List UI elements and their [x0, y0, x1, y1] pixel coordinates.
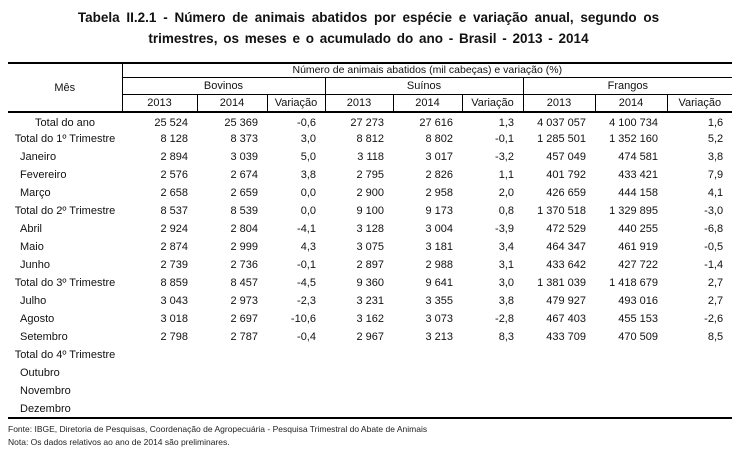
cell-value: 2 900 [356, 187, 384, 199]
column-header-bovinos-2013: 2013 [122, 94, 197, 112]
preliminary-note: Nota: Os dados relativos ao ano de 2014 são preliminares. [8, 436, 230, 447]
table-row [8, 202, 732, 220]
cell-value: 1,1 [498, 169, 514, 181]
cell-value: 25 524 [154, 116, 188, 129]
column-header-suinos-2013: 2013 [325, 94, 393, 112]
cell-value: 8 128 [160, 133, 188, 145]
cell-value: -4,1 [297, 223, 316, 235]
cell-value: -0,1 [495, 133, 514, 145]
cell-value: 2 988 [425, 259, 453, 271]
cell-value: 2,0 [498, 187, 514, 199]
cell-value [122, 346, 197, 364]
table-row [8, 238, 732, 256]
cell-value: 2 576 [160, 169, 188, 181]
cell-value [523, 382, 595, 400]
column-group-suinos: Suínos [325, 77, 523, 94]
cell-value: 8 539 [230, 205, 258, 217]
table-row [8, 328, 732, 346]
cell-value [595, 382, 667, 400]
cell-value: 3 017 [425, 151, 453, 163]
cell-value: 2 999 [230, 241, 258, 253]
row-label: Abril [20, 223, 43, 235]
row-label: Total do 2º Trimestre [14, 205, 116, 217]
table-row [8, 400, 732, 418]
column-header-bovinos-variacao: Variação [267, 94, 325, 112]
table-row [8, 382, 732, 400]
cell-value: -0,6 [297, 116, 316, 129]
table-row [8, 274, 732, 292]
row-label: Março [20, 187, 51, 199]
cell-value: 3,1 [498, 259, 514, 271]
cell-value: 2,7 [707, 277, 724, 289]
cell-value: 27 616 [419, 116, 453, 129]
cell-value: -4,5 [297, 277, 316, 289]
cell-value [595, 400, 667, 418]
cell-value: 2 826 [425, 169, 453, 181]
cell-value: -1,4 [704, 259, 724, 271]
cell-value [667, 364, 732, 382]
cell-value: 8 802 [425, 133, 453, 145]
table-row [8, 130, 732, 148]
cell-value: 426 659 [546, 187, 586, 199]
cell-value [122, 364, 197, 382]
cell-value [197, 364, 267, 382]
cell-value: 461 919 [618, 241, 658, 253]
cell-value: 2 659 [230, 187, 258, 199]
cell-value: 433 421 [618, 169, 658, 181]
cell-value: 8 537 [160, 205, 188, 217]
column-header-frangos-2013: 2013 [523, 94, 595, 112]
column-group-bovinos: Bovinos [122, 77, 325, 94]
cell-value: 9 360 [356, 277, 384, 289]
cell-value: 433 642 [546, 259, 586, 271]
column-header-frangos-variacao: Variação [678, 96, 722, 109]
cell-value: 1 370 518 [537, 205, 586, 217]
table-row [8, 220, 732, 238]
cell-value: 8,5 [707, 331, 724, 343]
table-header [8, 63, 732, 112]
cell-value: 2 795 [356, 169, 384, 181]
cell-value [462, 346, 523, 364]
cell-value: 4,1 [707, 187, 724, 199]
header-row-spanner [8, 63, 732, 77]
table-footer [8, 423, 737, 448]
cell-value: 1 285 501 [537, 133, 586, 145]
cell-value: 25 369 [224, 116, 258, 129]
table-title-line1: Tabela II.2.1 - Número de animais abatidos por espécie e variação anual, segundo os [77, 10, 660, 25]
cell-value: 2 798 [160, 331, 188, 343]
cell-value [462, 400, 523, 418]
cell-value [325, 346, 393, 364]
cell-value: 3 128 [356, 223, 384, 235]
cell-value [667, 382, 732, 400]
cell-value [393, 400, 462, 418]
table-row [8, 364, 732, 382]
cell-value [523, 400, 595, 418]
row-label: Fevereiro [20, 169, 67, 181]
table-row [8, 148, 732, 166]
cell-value: -2,3 [297, 295, 316, 307]
cell-value: 3,0 [498, 277, 514, 289]
row-label: Maio [20, 241, 44, 253]
cell-value: 455 153 [618, 313, 658, 325]
column-header-suinos-2014: 2014 [393, 94, 462, 112]
cell-value: -10,6 [290, 313, 316, 325]
cell-value [325, 400, 393, 418]
cell-value [523, 364, 595, 382]
cell-value: 3 231 [356, 295, 384, 307]
cell-value: -3,0 [704, 205, 724, 217]
cell-value: -3,9 [495, 223, 514, 235]
cell-value: 3 118 [357, 151, 384, 163]
cell-value: 27 273 [350, 116, 384, 129]
cell-value: 0,8 [498, 205, 514, 217]
cell-value [197, 382, 267, 400]
cell-value [197, 346, 267, 364]
cell-value: -2,8 [495, 313, 514, 325]
cell-value [667, 346, 732, 364]
table-row [8, 310, 732, 328]
cell-value: 440 255 [618, 223, 658, 235]
cell-value: 467 403 [546, 313, 586, 325]
cell-value: 3 162 [356, 313, 384, 325]
cell-value: 1 352 160 [609, 133, 658, 145]
cell-value [667, 400, 732, 418]
cell-value: 8 373 [230, 133, 258, 145]
cell-value: 3 043 [160, 295, 188, 307]
cell-value: 1 329 895 [609, 205, 658, 217]
source-note: Fonte: IBGE, Diretoria de Pesquisas, Coordenação de Agropecuária - Pesquisa Trimestral do Abate de Animais [8, 424, 428, 434]
table-row [8, 184, 732, 202]
cell-value: 2 897 [356, 259, 384, 271]
column-header-spanner: Número de animais abatidos (mil cabeças) e variação (%) [122, 63, 732, 77]
cell-value: 1,3 [498, 116, 514, 129]
cell-value: 9 100 [356, 205, 384, 217]
cell-value [393, 382, 462, 400]
cell-value: 0,0 [300, 205, 316, 217]
cell-value: 5,2 [707, 133, 724, 145]
column-group-frangos: Frangos [523, 77, 732, 94]
cell-value: 427 722 [618, 259, 658, 271]
cell-value: 8 457 [230, 277, 258, 289]
row-label: Setembro [20, 331, 68, 343]
cell-value: 2 967 [356, 331, 384, 343]
cell-value: 7,9 [707, 169, 724, 181]
cell-value: 9 641 [425, 277, 453, 289]
cell-value: 9 173 [425, 205, 453, 217]
cell-value: 457 049 [546, 151, 586, 163]
table-row [8, 292, 732, 310]
row-label: Total do 3º Trimestre [14, 277, 116, 289]
cell-value: 2 674 [230, 169, 258, 181]
cell-value: 3 075 [356, 241, 384, 253]
table-title [8, 7, 729, 49]
cell-value: 8 859 [160, 277, 188, 289]
page [0, 7, 737, 455]
cell-value: 2 658 [160, 187, 188, 199]
cell-value: 3,8 [300, 169, 316, 181]
cell-value: 0,0 [300, 187, 316, 199]
row-label: Total do 4º Trimestre [14, 349, 116, 361]
cell-value: 2 973 [230, 295, 258, 307]
column-header-mes: Mês [8, 63, 122, 112]
cell-value [595, 364, 667, 382]
table-row [8, 166, 732, 184]
cell-value [393, 346, 462, 364]
cell-value: 3,0 [300, 133, 316, 145]
cell-value: -0,1 [297, 259, 316, 271]
table-row [8, 112, 732, 130]
cell-value [267, 346, 325, 364]
cell-value: 2 804 [230, 223, 258, 235]
cell-value: -3,2 [495, 151, 514, 163]
cell-value: 444 158 [618, 187, 658, 199]
cell-value: 2 894 [160, 151, 188, 163]
cell-value: 474 581 [618, 151, 658, 163]
cell-value: -2,6 [704, 313, 724, 325]
cell-value: 3 213 [425, 331, 453, 343]
cell-value: -0,4 [297, 331, 316, 343]
cell-value: -6,8 [704, 223, 724, 235]
cell-value [197, 400, 267, 418]
cell-value: 2 924 [160, 223, 188, 235]
row-label: Total do 1º Trimestre [14, 133, 116, 145]
cell-value: 3,4 [498, 241, 514, 253]
row-label: Julho [20, 295, 47, 307]
table-row [8, 256, 732, 274]
cell-value: 3,8 [707, 151, 724, 163]
cell-value: 2 958 [425, 187, 453, 199]
cell-value: 8 812 [356, 133, 384, 145]
cell-value [325, 364, 393, 382]
cell-value: 3 039 [230, 151, 258, 163]
cell-value [325, 382, 393, 400]
cell-value: 4 037 057 [537, 116, 586, 129]
cell-value [122, 382, 197, 400]
row-label: Novembro [20, 385, 71, 397]
cell-value: 3 355 [425, 295, 453, 307]
cell-value [393, 364, 462, 382]
cell-value: 8,3 [498, 331, 514, 343]
cell-value [267, 364, 325, 382]
cell-value: 2 736 [230, 259, 258, 271]
cell-value: 3,8 [498, 295, 514, 307]
table-title-line2: trimestres, os meses e o acumulado do ano - Brasil - 2013 - 2014 [148, 31, 589, 46]
row-label: Agosto [20, 313, 55, 325]
row-label: Junho [20, 259, 50, 271]
table-body [8, 112, 732, 418]
cell-value: 479 927 [546, 295, 586, 307]
cell-value [462, 382, 523, 400]
cell-value: 2,7 [707, 295, 724, 307]
cell-value: 3 181 [425, 241, 453, 253]
cell-value: 464 347 [546, 241, 586, 253]
cell-value: 3 004 [425, 223, 453, 235]
row-label: Total do ano [35, 116, 95, 129]
cell-value: 3 018 [160, 313, 188, 325]
table-row [8, 346, 732, 364]
statistics-table [8, 62, 732, 419]
cell-value: 470 509 [618, 331, 658, 343]
cell-value: 2 739 [160, 259, 188, 271]
row-label: Outubro [20, 367, 60, 379]
cell-value [523, 346, 595, 364]
cell-value: 2 697 [230, 313, 258, 325]
cell-value: 4 100 734 [609, 116, 658, 129]
cell-value: 1 418 679 [609, 277, 658, 289]
cell-value: 4,3 [300, 241, 316, 253]
cell-value: 401 792 [546, 169, 586, 181]
cell-value: 433 709 [546, 331, 586, 343]
column-header-suinos-variacao: Variação [462, 94, 523, 112]
cell-value [462, 364, 523, 382]
cell-value: 2 874 [160, 241, 188, 253]
cell-value: 1,6 [707, 116, 724, 129]
cell-value: 493 016 [618, 295, 658, 307]
cell-value: 3 073 [425, 313, 453, 325]
row-label: Dezembro [20, 402, 71, 415]
column-header-frangos-2014: 2014 [595, 94, 667, 112]
column-header-bovinos-2014: 2014 [197, 94, 267, 112]
cell-value: 2 787 [230, 331, 258, 343]
cell-value: 472 529 [546, 223, 586, 235]
cell-value: 5,0 [300, 151, 316, 163]
cell-value: -0,5 [704, 241, 724, 253]
cell-value [267, 400, 325, 418]
cell-value: 1 381 039 [537, 277, 586, 289]
row-label: Janeiro [20, 151, 57, 163]
cell-value [122, 400, 197, 418]
cell-value [595, 346, 667, 364]
cell-value [267, 382, 325, 400]
